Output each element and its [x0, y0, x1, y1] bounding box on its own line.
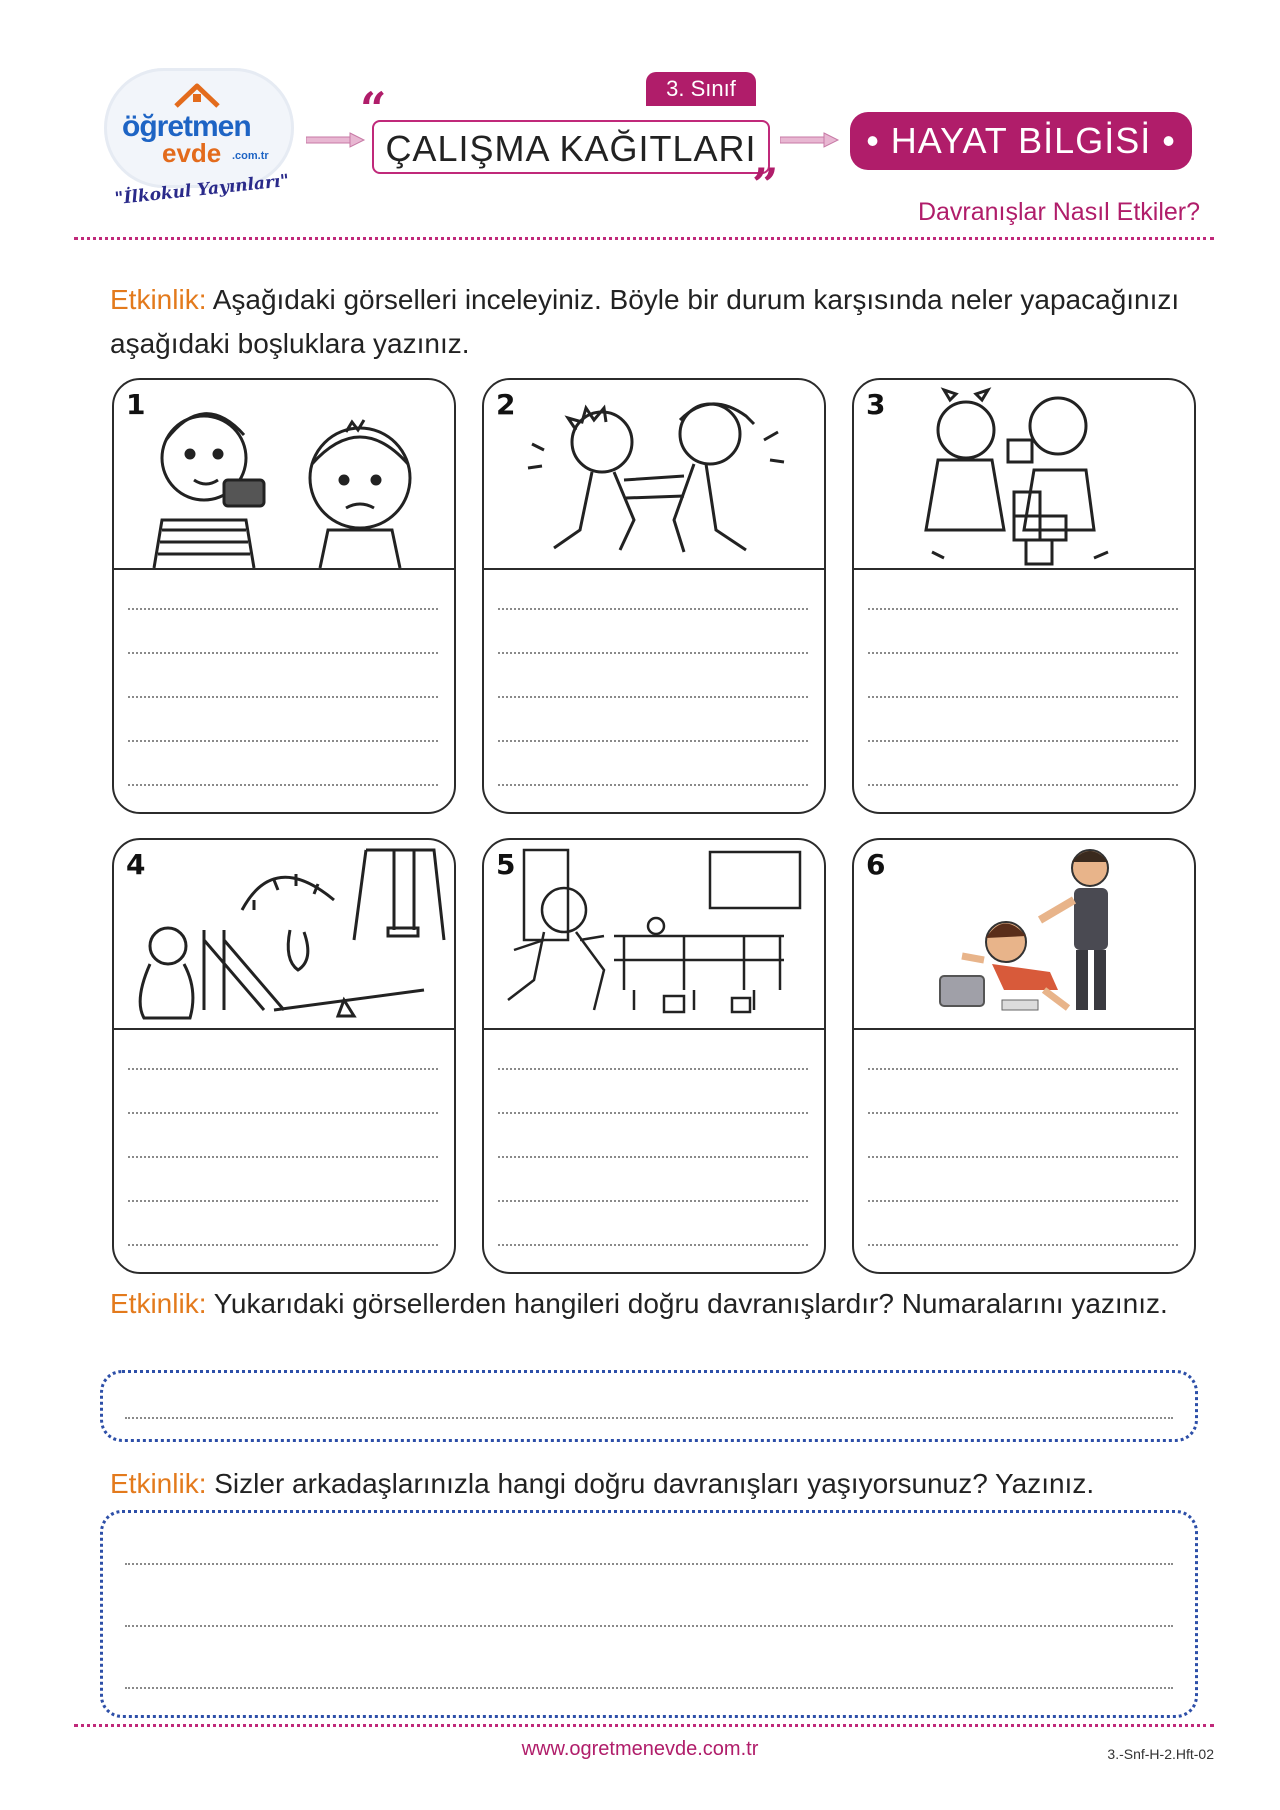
- activity-1-instructions: [110, 278, 1180, 366]
- scenario-illustration-6: [854, 840, 1194, 1030]
- footer-website[interactable]: www.ogretmenevde.com.tr: [521, 1738, 759, 1760]
- answer-line[interactable]: [498, 608, 808, 610]
- scenario-number: 1: [126, 388, 146, 421]
- answer-line[interactable]: [128, 608, 438, 610]
- activity-label: Etkinlik:: [110, 284, 207, 315]
- scenario-card-4: [112, 838, 456, 1274]
- scenario-illustration-2: [484, 380, 824, 570]
- header-divider: [74, 237, 1214, 240]
- activity-2-instructions: [110, 1282, 1180, 1326]
- answer-line[interactable]: [498, 1068, 808, 1070]
- worksheet-title: ÇALIŞMA KAĞITLARI: [385, 128, 757, 169]
- scenario-card-2: [482, 378, 826, 814]
- activity-3-instructions: [110, 1462, 1180, 1506]
- logo-tagline: "İlkokul Yayınları": [113, 170, 291, 210]
- answer-line[interactable]: [128, 1068, 438, 1070]
- answer-line[interactable]: [868, 1244, 1178, 1246]
- scenario-number: 2: [496, 388, 516, 421]
- girl-running-classroom-illustration: [484, 840, 824, 1028]
- answer-line[interactable]: [128, 1156, 438, 1158]
- arrow-right-icon: [306, 132, 366, 148]
- answer-line[interactable]: [125, 1417, 1173, 1419]
- activity-text: Aşağıdaki görselleri inceleyiniz. Böyle bir durum karşısında neler yapacağınızı aşağıdaki boşluklara yazınız.: [110, 284, 1180, 359]
- answer-line[interactable]: [498, 1112, 808, 1114]
- subject-badge: • HAYAT BİLGİSİ •: [850, 112, 1192, 170]
- answer-line[interactable]: [868, 1200, 1178, 1202]
- boy-eating-cake-illustration: [114, 380, 454, 568]
- activity-label: Etkinlik:: [110, 1288, 207, 1319]
- scenario-illustration-1: [114, 380, 454, 570]
- scenario-card-5: [482, 838, 826, 1274]
- answer-line[interactable]: [868, 1156, 1178, 1158]
- answer-line[interactable]: [868, 784, 1178, 786]
- publisher-logo: [100, 58, 300, 208]
- answer-line[interactable]: [868, 652, 1178, 654]
- answer-line[interactable]: [868, 740, 1178, 742]
- quote-close-icon: ”: [752, 158, 779, 212]
- logo-word-ogretmen: öğretmen: [122, 110, 251, 143]
- scenario-card-3: [852, 378, 1196, 814]
- scenario-number: 5: [496, 848, 516, 881]
- scenario-number: 4: [126, 848, 146, 881]
- scenario-card-1: [112, 378, 456, 814]
- boy-pushing-girl-illustration: [854, 840, 1194, 1028]
- house-roof-icon: [174, 82, 220, 108]
- logo-domain: .com.tr: [232, 150, 269, 162]
- scenario-illustration-4: [114, 840, 454, 1030]
- activity-label: Etkinlik:: [110, 1468, 207, 1499]
- answer-line[interactable]: [125, 1625, 1173, 1627]
- lonely-child-playground-illustration: [114, 840, 454, 1028]
- answer-box-correct-behaviors[interactable]: [100, 1370, 1198, 1442]
- activity-text: Sizler arkadaşlarınızla hangi doğru davranışları yaşıyorsunuz? Yazınız.: [214, 1468, 1095, 1499]
- answer-line[interactable]: [125, 1687, 1173, 1689]
- footer-divider: [74, 1724, 1214, 1727]
- scenario-illustration-3: [854, 380, 1194, 570]
- answer-line[interactable]: [128, 696, 438, 698]
- quote-open-icon: “: [360, 82, 387, 136]
- answer-line[interactable]: [498, 652, 808, 654]
- activity-text: Yukarıdaki görsellerden hangileri doğru davranışlardır? Numaralarını yazınız.: [213, 1288, 1168, 1319]
- answer-line[interactable]: [498, 1156, 808, 1158]
- grade-tab: 3. Sınıf: [646, 72, 756, 106]
- answer-line[interactable]: [498, 1200, 808, 1202]
- scenario-illustration-5: [484, 840, 824, 1030]
- scenario-number: 6: [866, 848, 886, 881]
- boys-fighting-illustration: [484, 380, 824, 568]
- answer-line[interactable]: [498, 1244, 808, 1246]
- answer-line[interactable]: [128, 1200, 438, 1202]
- answer-line[interactable]: [128, 1112, 438, 1114]
- answer-line[interactable]: [125, 1563, 1173, 1565]
- answer-line[interactable]: [498, 696, 808, 698]
- children-playing-blocks-illustration: [854, 380, 1194, 568]
- arrow-right-icon: [780, 132, 840, 148]
- answer-line[interactable]: [868, 1068, 1178, 1070]
- footer-document-code: 3.-Snf-H-2.Hft-02: [1107, 1746, 1214, 1762]
- scenario-number: 3: [866, 388, 886, 421]
- answer-line[interactable]: [498, 740, 808, 742]
- topic-title: Davranışlar Nasıl Etkiler?: [917, 198, 1200, 226]
- answer-box-own-behaviors[interactable]: [100, 1510, 1198, 1718]
- answer-line[interactable]: [868, 1112, 1178, 1114]
- logo-word-evde: evde: [162, 138, 222, 168]
- answer-line[interactable]: [868, 608, 1178, 610]
- answer-line[interactable]: [128, 784, 438, 786]
- worksheet-title-box: [372, 106, 770, 176]
- scenario-card-6: [852, 838, 1196, 1274]
- answer-line[interactable]: [498, 784, 808, 786]
- answer-line[interactable]: [128, 1244, 438, 1246]
- answer-line[interactable]: [128, 740, 438, 742]
- answer-line[interactable]: [868, 696, 1178, 698]
- answer-line[interactable]: [128, 652, 438, 654]
